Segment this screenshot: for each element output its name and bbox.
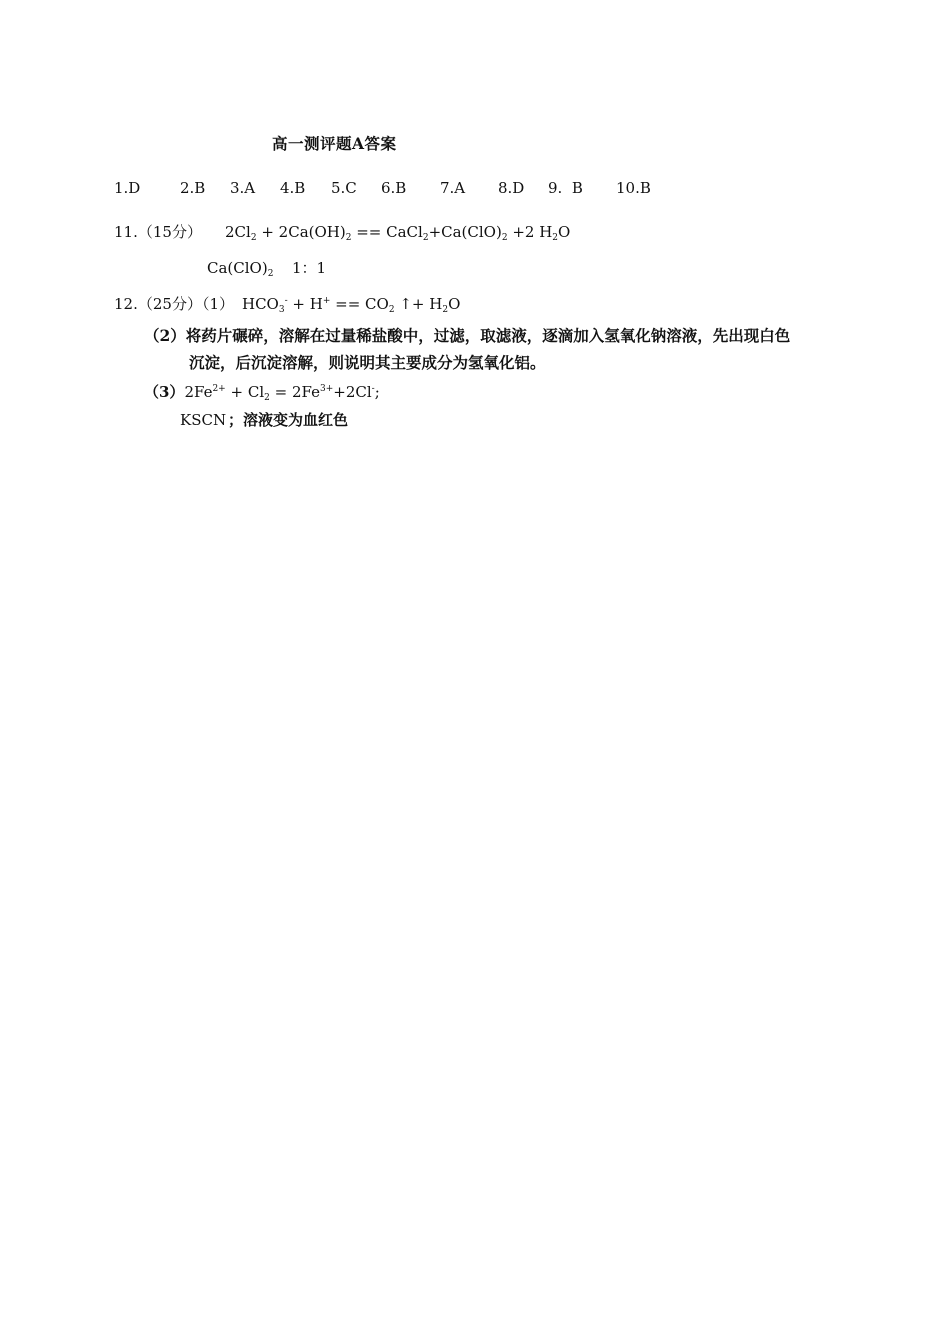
q11-product: $Ca(ClO)_2$	[207, 259, 274, 279]
document-title: 高一测评题A答案	[272, 134, 397, 153]
answer-3: 3.A	[230, 179, 256, 197]
q12-equation-1: $HCO_3^- + H^+ == CO_2$ ↑+ $H_2O$	[242, 295, 461, 315]
q12-part3-reagent: KSCN	[180, 411, 227, 429]
answer-6: 6.B	[381, 179, 407, 197]
answer-10: 10.B	[616, 179, 651, 197]
answer-5: 5.C	[331, 179, 357, 197]
answer-9: 9. B	[548, 179, 583, 197]
answer-8: 8.D	[498, 179, 525, 197]
answer-4: 4.B	[280, 179, 306, 197]
q12-part2-line2: 沉淀，后沉淀溶解，则说明其主要成分为氢氧化铝。	[189, 353, 546, 372]
q12-part2-line1: （2）将药片碾碎，溶解在过量稀盐酸中，过滤，取滤液，逐滴加入氢氧化钠溶液，先出现白色	[144, 326, 791, 345]
answer-row	[114, 178, 674, 198]
q12-part3-equation: $(3)2Fe^{2+} + Cl_2 = 2Fe^{3+}+2Cl^-$;	[144, 383, 380, 403]
answer-1: 1.D	[114, 179, 141, 197]
q11-ratio: 1：1	[292, 259, 327, 277]
q11-equation: $2Cl_2 + 2Ca(OH)_2$ == $CaCl_2+Ca(ClO)_2 +2$ $H_2O$	[225, 223, 571, 243]
q12-label: 12.（25分）（1）	[114, 295, 234, 313]
q12-part3-observation: ；溶液变为血红色	[228, 411, 349, 429]
answer-2: 2.B	[180, 179, 206, 197]
q11-label: 11.（15分）	[114, 223, 202, 241]
answer-7: 7.A	[440, 179, 466, 197]
